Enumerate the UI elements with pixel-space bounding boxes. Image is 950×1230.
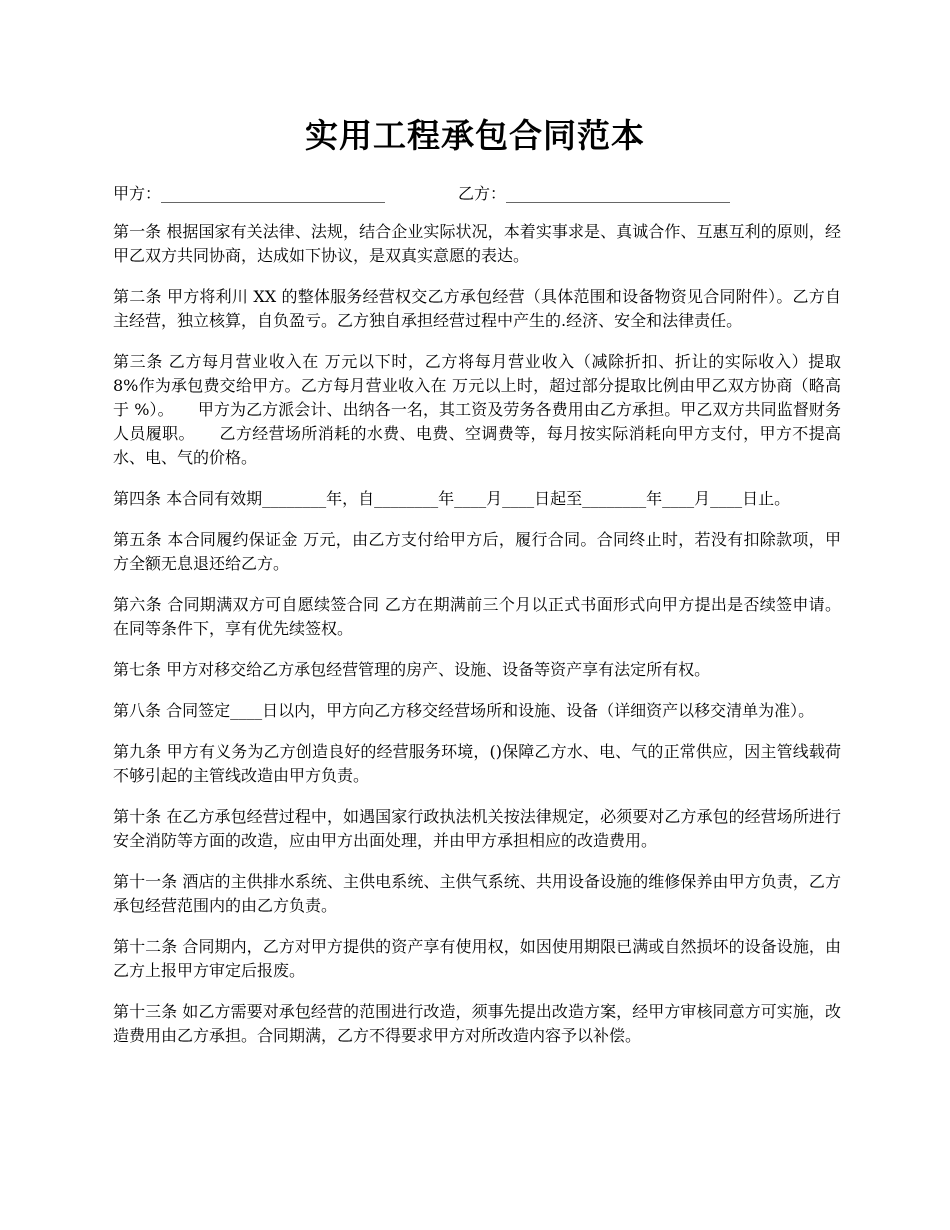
clause-11: 第十一条 酒店的主供排水系统、主供电系统、主供气系统、共用设备设施的维修保养由甲方负责，乙方承包经营范围内的由乙方负责。	[113, 872, 841, 915]
clause-6: 第六条 合同期满双方可自愿续签合同 乙方在期满前三个月以正式书面形式向甲方提出是否续签申请。在同等条件下，享有优先续签权。	[113, 595, 841, 638]
clause-3: 第三条 乙方每月营业收入在 万元以下时，乙方将每月营业收入（减除折扣、折让的实际收入）提取 8%作为承包费交给甲方。乙方每月营业收入在 万元以上时，超过部分提取比例由甲乙双方协商（略高于 %）。 甲方为乙方派会计、出纳各一名，其工资及劳务各费用由乙方承担。甲乙双方共同监督财务人员履职。 乙方经营场所消耗的水费、电费、空调费等，每月按实际消耗向甲方支付，甲方不提高水、电、气的价格。	[113, 352, 841, 467]
clause-2: 第二条 甲方将利川 XX 的整体服务经营权交乙方承包经营（具体范围和设备物资见合同附件）。乙方自主经营，独立核算，自负盈亏。乙方独自承担经营过程中产生的.经济、安全和法律责任。	[113, 287, 841, 330]
clause-9: 第九条 甲方有义务为乙方创造良好的经营服务环境，()保障乙方水、电、气的正常供应，因主管线载荷不够引起的主管线改造由甲方负责。	[113, 742, 841, 785]
clause-12: 第十二条 合同期内，乙方对甲方提供的资产享有使用权，如因使用期限已满或自然损坏的设备设施，由乙方上报甲方审定后报废。	[113, 937, 841, 980]
party-a-field: 甲方：____________________________	[113, 184, 386, 203]
clause-4: 第四条 本合同有效期________年，自________年____月____日起至________年____月____日止。	[113, 489, 791, 508]
clause-5: 第五条 本合同履约保证金 万元，由乙方支付给甲方后，履行合同。合同终止时，若没有扣除款项，甲方全额无息退还给乙方。	[113, 530, 841, 573]
party-b-field: 乙方：____________________________	[458, 184, 731, 203]
clause-7: 第七条 甲方对移交给乙方承包经营管理的房产、设施、设备等资产享有法定所有权。	[113, 660, 711, 679]
clause-1: 第一条 根据国家有关法律、法规，结合企业实际状况，本着实事求是、真诚合作、互惠互利的原则，经甲乙双方共同协商，达成如下协议，是双真实意愿的表达。	[113, 222, 841, 265]
clause-13: 第十三条 如乙方需要对承包经营的范围进行改造，须事先提出改造方案，经甲方审核同意方可实施，改造费用由乙方承担。合同期满，乙方不得要求甲方对所改造内容予以补偿。	[113, 1002, 841, 1045]
contract-body	[113, 220, 841, 1065]
parties-line	[113, 182, 853, 206]
clause-10: 第十条 在乙方承包经营过程中，如遇国家行政执法机关按法律规定，必须要对乙方承包的经营场所进行安全消防等方面的改造，应由甲方出面处理，并由甲方承担相应的改造费用。	[113, 807, 841, 850]
clause-8: 第八条 合同签定____日以内，甲方向乙方移交经营场所和设施、设备（详细资产以移交清单为准）。	[113, 701, 815, 720]
document-title: 实用工程承包合同范本	[305, 116, 645, 155]
